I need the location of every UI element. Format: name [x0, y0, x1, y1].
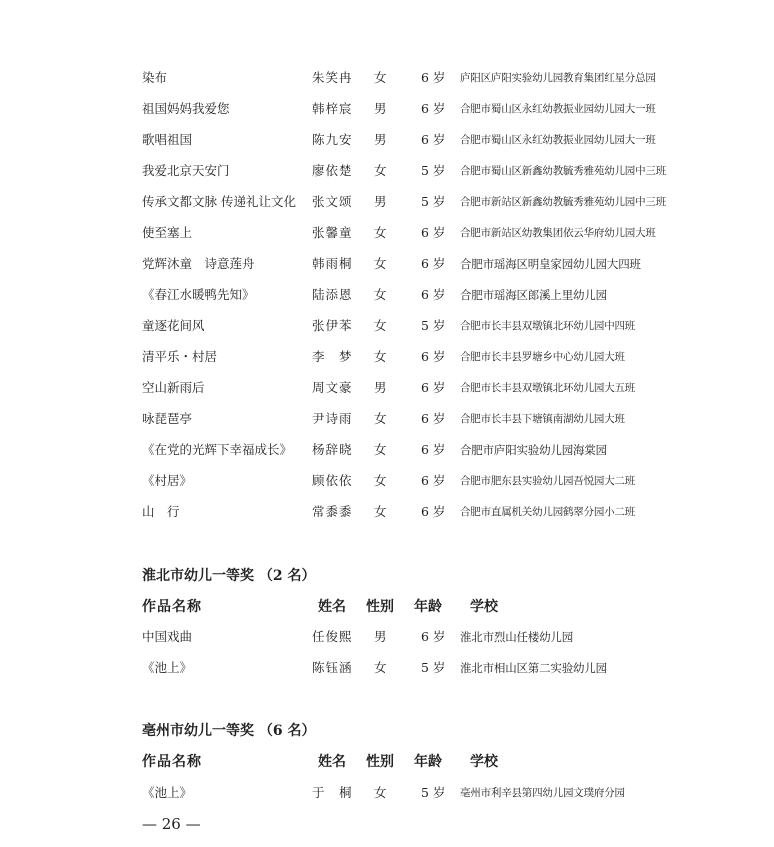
student-gender: 女	[374, 318, 387, 333]
student-age: 6 岁	[421, 473, 446, 488]
student-name: 李 梦	[312, 349, 353, 364]
student-age: 6 岁	[421, 411, 446, 426]
work-title: 传承文都文脉 传递礼让文化	[142, 194, 296, 209]
student-gender: 女	[374, 349, 387, 364]
work-title: 中国戏曲	[142, 629, 193, 644]
student-gender: 男	[374, 380, 387, 395]
student-name: 廖依楚	[312, 163, 353, 178]
student-name: 韩梓宸	[312, 101, 353, 116]
table-row	[0, 471, 774, 491]
student-gender: 女	[374, 442, 387, 457]
work-title: 歌唱祖国	[142, 132, 193, 147]
work-title: 我爱北京天安门	[142, 163, 230, 178]
work-title: 童逐花间风	[142, 318, 205, 333]
work-title: 使至塞上	[142, 225, 193, 240]
school-name: 合肥市庐阳实验幼儿园海棠园	[460, 443, 607, 457]
work-title: 《在党的光辉下幸福成长》	[142, 442, 293, 457]
student-gender: 女	[374, 70, 387, 85]
student-age: 6 岁	[421, 132, 446, 147]
table-row	[0, 285, 774, 305]
student-name: 韩雨桐	[312, 256, 353, 271]
table-row	[0, 783, 774, 803]
student-age: 6 岁	[421, 287, 446, 302]
school-name: 合肥市蜀山区新鑫幼教毓秀雅苑幼儿园中三班	[460, 165, 666, 177]
table-row	[0, 658, 774, 678]
header-name: 姓名	[318, 754, 346, 770]
school-name: 合肥市蜀山区永红幼教振业园幼儿园大一班	[460, 134, 656, 146]
work-title: 山 行	[142, 504, 180, 519]
school-name: 合肥市长丰县下塘镇南湖幼儿园大班	[460, 413, 625, 425]
student-name: 周文豪	[312, 380, 353, 395]
student-age: 6 岁	[421, 225, 446, 240]
work-title: 染布	[142, 70, 168, 85]
table-row	[0, 192, 774, 212]
student-age: 6 岁	[421, 101, 446, 116]
table-header	[0, 751, 774, 773]
student-age: 5 岁	[421, 785, 446, 800]
school-name: 淮北市相山区第二实验幼儿园	[460, 661, 607, 675]
student-gender: 男	[374, 132, 387, 147]
school-name: 合肥市蜀山区永红幼教振业园幼儿园大一班	[460, 103, 656, 115]
school-name: 庐阳区庐阳实验幼儿园教育集团红星分总园	[460, 72, 656, 84]
table-row	[0, 502, 774, 522]
work-title: 清平乐・村居	[142, 349, 218, 364]
school-name: 合肥市直属机关幼儿园鹤翠分园小二班	[460, 506, 636, 518]
student-gender: 女	[374, 256, 387, 271]
school-name: 合肥市瑶海区郎溪上里幼儿园	[460, 288, 607, 302]
student-gender: 女	[374, 473, 387, 488]
student-gender: 女	[374, 504, 387, 519]
student-name: 于 桐	[312, 785, 353, 800]
table-row	[0, 347, 774, 367]
work-title: 《池上》	[142, 660, 193, 675]
student-age: 6 岁	[421, 349, 446, 364]
table-row	[0, 68, 774, 88]
student-gender: 男	[374, 101, 387, 116]
section-title-huaibei: 淮北市幼儿一等奖 （2 名）	[142, 568, 316, 584]
work-title: 祖国妈妈我爱您	[142, 101, 230, 116]
student-name: 陆添恩	[312, 287, 353, 302]
table-row	[0, 378, 774, 398]
header-age: 年龄	[414, 599, 442, 615]
student-age: 6 岁	[421, 504, 446, 519]
header-gender: 性别	[366, 754, 394, 770]
table-row	[0, 223, 774, 243]
student-name: 张馨童	[312, 225, 353, 240]
student-name: 任俊熙	[312, 629, 353, 644]
student-name: 尹诗雨	[312, 411, 353, 426]
header-title: 作品名称	[142, 599, 202, 615]
student-name: 陈九安	[312, 132, 353, 147]
section-title-bozhou: 亳州市幼儿一等奖 （6 名）	[142, 723, 316, 739]
student-name: 张伊苯	[312, 318, 353, 333]
student-age: 6 岁	[421, 70, 446, 85]
table-row	[0, 161, 774, 181]
work-title: 《春江水暖鸭先知》	[142, 287, 255, 302]
header-age: 年龄	[414, 754, 442, 770]
student-gender: 女	[374, 411, 387, 426]
table-row	[0, 627, 774, 647]
school-name: 合肥市长丰县双墩镇北环幼儿园大五班	[460, 382, 636, 394]
student-age: 5 岁	[421, 163, 446, 178]
table-row	[0, 409, 774, 429]
table-row	[0, 440, 774, 460]
student-name: 朱笑冉	[312, 70, 353, 85]
student-gender: 女	[374, 287, 387, 302]
work-title: 咏琵琶亭	[142, 411, 193, 426]
header-name: 姓名	[318, 599, 346, 615]
student-age: 5 岁	[421, 660, 446, 675]
header-school: 学校	[470, 599, 498, 615]
work-title: 《村居》	[142, 473, 193, 488]
work-title: 《池上》	[142, 785, 193, 800]
table-row	[0, 316, 774, 336]
student-age: 6 岁	[421, 256, 446, 271]
student-name: 陈钰涵	[312, 660, 353, 675]
student-age: 5 岁	[421, 318, 446, 333]
student-name: 顾依依	[312, 473, 353, 488]
student-gender: 女	[374, 163, 387, 178]
student-age: 5 岁	[421, 194, 446, 209]
header-school: 学校	[470, 754, 498, 770]
student-gender: 女	[374, 660, 387, 675]
school-name: 合肥市新站区幼教集团依云华府幼儿园大班	[460, 227, 656, 239]
table-header	[0, 596, 774, 618]
student-name: 杨辞晓	[312, 442, 353, 457]
student-gender: 女	[374, 785, 387, 800]
school-name: 淮北市烈山任楼幼儿园	[460, 630, 573, 644]
table-row	[0, 130, 774, 150]
student-age: 6 岁	[421, 629, 446, 644]
school-name: 亳州市利辛县第四幼儿园文璞府分园	[460, 787, 625, 799]
student-age: 6 岁	[421, 442, 446, 457]
school-name: 合肥市瑶海区明皇家园幼儿园大四班	[460, 257, 641, 271]
student-name: 常黍黍	[312, 504, 353, 519]
student-age: 6 岁	[421, 380, 446, 395]
school-name: 合肥市长丰县罗塘乡中心幼儿园大班	[460, 351, 625, 363]
table-row	[0, 254, 774, 274]
student-gender: 男	[374, 194, 387, 209]
school-name: 合肥市长丰县双墩镇北环幼儿园中四班	[460, 320, 636, 332]
school-name: 合肥市新站区新鑫幼教毓秀雅苑幼儿园中三班	[460, 196, 666, 208]
header-title: 作品名称	[142, 754, 202, 770]
page-number: — 26 —	[142, 815, 201, 833]
table-row	[0, 99, 774, 119]
student-name: 张文颂	[312, 194, 353, 209]
school-name: 合肥市肥东县实验幼儿园吾悦园大二班	[460, 475, 636, 487]
student-gender: 男	[374, 629, 387, 644]
work-title: 党辉沐童 诗意莲舟	[142, 256, 255, 271]
header-gender: 性别	[366, 599, 394, 615]
work-title: 空山新雨后	[142, 380, 205, 395]
student-gender: 女	[374, 225, 387, 240]
